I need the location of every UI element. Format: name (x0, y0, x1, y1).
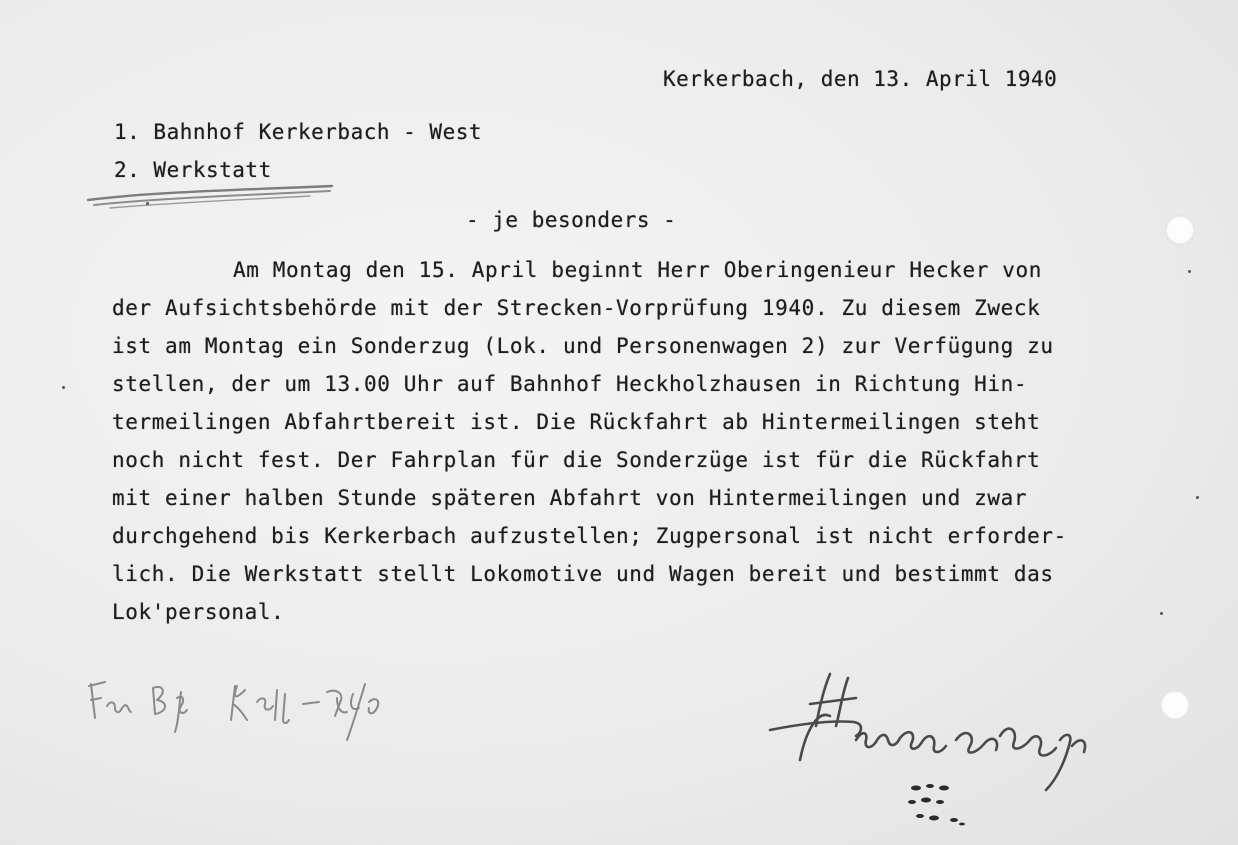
body-line: termeilingen Abfahrtbereit ist. Die Rückfahrt ab Hintermeilingen steht (112, 410, 1041, 434)
paper-speck (1160, 612, 1163, 615)
paper-speck (1188, 270, 1191, 273)
paper-speck (146, 202, 149, 205)
paper-speck (62, 386, 65, 389)
body-line: noch nicht fest. Der Fahrplan für die Sonderzüge ist für die Rückfahrt (112, 448, 1041, 472)
ink-blot-marks (900, 780, 980, 830)
body-line: Lok'personal. (112, 600, 285, 624)
distribution-note: - je besonders - (466, 208, 677, 232)
body-line: mit einer halben Stunde späteren Abfahrt von Hintermeilingen und zwar (112, 486, 1028, 510)
punch-hole (1160, 690, 1190, 720)
paper-speck (1196, 496, 1199, 499)
pencil-underline (80, 180, 340, 210)
body-line: Am Montag den 15. April beginnt Herr Oberingenieur Hecker von (233, 258, 1043, 282)
punch-hole (1165, 215, 1195, 245)
body-line: lich. Die Werkstatt stellt Lokomotive und Wagen bereit und bestimmt das (112, 562, 1054, 586)
recipient-bahnhof: 1. Bahnhof Kerkerbach - West (114, 120, 483, 144)
recipient-werkstatt: 2. Werkstatt (114, 158, 272, 182)
handwritten-pencil-note (85, 672, 425, 752)
body-line: ist am Montag ein Sonderzug (Lok. und Personenwagen 2) zur Verfügung zu (112, 334, 1054, 358)
body-line: der Aufsichtsbehörde mit der Strecken-Vorprüfung 1940. Zu diesem Zweck (112, 296, 1041, 320)
body-line: stellen, der um 13.00 Uhr auf Bahnhof Heckholzhausen in Richtung Hin- (112, 372, 1028, 396)
date-line: Kerkerbach, den 13. April 1940 (663, 67, 1058, 91)
body-line: durchgehend bis Kerkerbach aufzustellen; Zugpersonal ist nicht erforder- (112, 524, 1067, 548)
